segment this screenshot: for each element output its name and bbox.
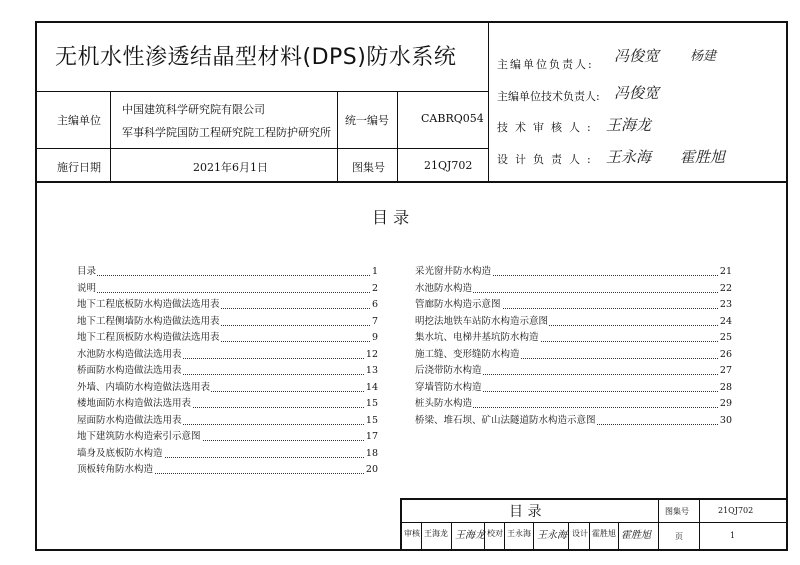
editor-unit-line: 军事科学院国防工程研究院工程防护研究所 (122, 126, 331, 139)
check-label: 校对 (487, 529, 503, 538)
header-vline (488, 21, 489, 182)
date-value: 2021年6月1日 (193, 161, 268, 174)
toc-entry-page: 26 (719, 346, 732, 363)
title-block-divider (658, 498, 659, 551)
toc-entry-label: 屋面防水构造做法选用表 (77, 412, 183, 429)
signature: 冯俊宽 (614, 47, 660, 65)
toc-entry[interactable] (415, 280, 732, 297)
toc-entry-page: 13 (365, 362, 378, 379)
design-name: 霍胜旭 (592, 529, 616, 538)
toc-entry-page: 20 (365, 461, 378, 478)
toc-entry-label: 采光窗井防水构造 (415, 263, 492, 280)
title-block-border (400, 498, 402, 551)
toc-entry-label: 地下建筑防水构造索引示意图 (77, 428, 202, 445)
toc-entry[interactable] (415, 296, 732, 313)
toc-entry-label: 施工缝、变形缝防水构造 (415, 346, 521, 363)
toc-entry[interactable] (77, 412, 378, 429)
signature: 霍胜旭 (680, 148, 726, 166)
leader-dots (77, 292, 378, 293)
title-block-divider (618, 522, 619, 551)
toc-entry[interactable] (415, 313, 732, 330)
toc-entry-label: 说明 (77, 280, 97, 297)
serial-value: CABRQ054 (421, 112, 484, 125)
toc-entry-page: 1 (371, 263, 378, 280)
toc-entry[interactable] (415, 362, 732, 379)
toc-entry-label: 地下工程侧墙防水构造做法选用表 (77, 313, 221, 330)
title-block-divider (504, 522, 505, 551)
toc-entry-page: 17 (365, 428, 378, 445)
review-name: 王海龙 (424, 529, 448, 538)
date-label: 施行日期 (57, 161, 101, 174)
toc-entry-page: 7 (371, 313, 378, 330)
role-label: 主编单位技术负责人: (497, 90, 600, 103)
title-block-atlas-value: 21QJ702 (718, 506, 754, 515)
toc-entry-label: 管廊防水构造示意图 (415, 296, 502, 313)
toc-entry-label: 外墙、内墙防水构造做法选用表 (77, 379, 211, 396)
toc-entry[interactable] (77, 379, 378, 396)
design-label: 设计 (572, 529, 588, 538)
toc-entry-page: 15 (365, 412, 378, 429)
toc-entry[interactable] (415, 395, 732, 412)
title-block-name: 目 录 (509, 504, 542, 520)
toc-entry[interactable] (77, 263, 378, 280)
toc-entry-label: 穿墙管防水构造 (415, 379, 483, 396)
header-vline (397, 91, 398, 182)
title-block-divider (421, 522, 422, 551)
review-label: 审核 (404, 529, 420, 538)
header-vline (337, 91, 338, 182)
title-block-divider (699, 498, 700, 551)
toc-entry-page: 24 (719, 313, 732, 330)
toc-entry-page: 2 (371, 280, 378, 297)
toc-entry-page: 14 (365, 379, 378, 396)
signature: 冯俊宽 (614, 84, 660, 102)
toc-entry-label: 水池防水构造做法选用表 (77, 346, 183, 363)
check-signature: 王永海 (537, 530, 567, 541)
toc-entry-label: 楼地面防水构造做法选用表 (77, 395, 192, 412)
toc-entry[interactable] (415, 346, 732, 363)
toc-entry-page: 18 (365, 445, 378, 462)
editor-unit-line: 中国建筑科学研究院有限公司 (122, 103, 265, 116)
atlas-value: 21QJ702 (424, 159, 473, 172)
header-divider (35, 91, 488, 92)
leader-dots (77, 275, 378, 276)
header-bottom-line (35, 181, 788, 183)
title-block-divider (568, 522, 569, 551)
signature: 王海龙 (606, 116, 652, 134)
toc-entry-page: 6 (371, 296, 378, 313)
review-signature: 王海龙 (455, 530, 485, 541)
toc-entry-page: 9 (371, 329, 378, 346)
toc-entry-label: 水池防水构造 (415, 280, 473, 297)
toc-entry-page: 28 (719, 379, 732, 396)
title-block-divider (400, 522, 788, 523)
page-label: 页 (675, 532, 683, 541)
editor-unit-label: 主编单位 (57, 114, 101, 127)
toc-entry-label: 目录 (77, 263, 97, 280)
toc-entry[interactable] (77, 346, 378, 363)
toc-entry-page: 21 (719, 263, 732, 280)
role-label: 设计负责人: (497, 153, 598, 166)
check-name: 王永海 (507, 529, 531, 538)
title-block (400, 498, 788, 551)
toc-entry-label: 地下工程顶板防水构造做法选用表 (77, 329, 221, 346)
toc-entry-label: 桥梁、堆石坝、矿山法隧道防水构造示意图 (415, 412, 597, 429)
toc-entry[interactable] (415, 263, 732, 280)
toc-entry-page: 23 (719, 296, 732, 313)
toc-entry[interactable] (77, 313, 378, 330)
signature: 王永海 (606, 148, 652, 166)
role-label: 主编单位负责人: (497, 58, 594, 71)
toc-entry-page: 27 (719, 362, 732, 379)
toc-entry[interactable] (77, 329, 378, 346)
page-value: 1 (730, 531, 736, 540)
toc-entry-page: 30 (719, 412, 732, 429)
toc-entry-label: 桩头防水构造 (415, 395, 473, 412)
toc-entry-label: 地下工程底板防水构造做法选用表 (77, 296, 221, 313)
toc-entry[interactable] (415, 412, 732, 429)
title-block-divider (533, 522, 534, 551)
title-block-divider (589, 522, 590, 551)
design-signature: 霍胜旭 (621, 530, 651, 541)
toc-entry[interactable] (77, 428, 378, 445)
toc-entry[interactable] (77, 445, 378, 462)
toc-entry-page: 15 (365, 395, 378, 412)
toc-entry-page: 25 (719, 329, 732, 346)
toc-entry[interactable] (77, 461, 378, 478)
toc-entry-page: 29 (719, 395, 732, 412)
toc-entry-page: 12 (365, 346, 378, 363)
role-label: 技术审核人: (497, 121, 598, 134)
toc-entry-label: 集水坑、电梯井基坑防水构造 (415, 329, 540, 346)
atlas-label: 图集号 (352, 161, 385, 174)
header-vline (110, 91, 111, 182)
toc-entry-label: 墙身及底板防水构造 (77, 445, 164, 462)
title-block-atlas-label: 图集号 (665, 507, 689, 516)
page-title: 无机水性渗透结晶型材料(DPS)防水系统 (55, 45, 457, 70)
toc-entry[interactable] (77, 280, 378, 297)
toc-entry-label: 顶板转角防水构造 (77, 461, 154, 478)
toc-heading: 目 录 (372, 208, 410, 227)
title-block-border (400, 498, 788, 500)
header-divider (35, 148, 488, 149)
toc-entry[interactable] (415, 329, 732, 346)
toc-entry[interactable] (415, 379, 732, 396)
toc-entry[interactable] (77, 362, 378, 379)
toc-entry-label: 明挖法地铁车站防水构造示意图 (415, 313, 549, 330)
title-block-divider (451, 522, 452, 551)
toc-entry-label: 桥面防水构造做法选用表 (77, 362, 183, 379)
signature: 杨建 (690, 49, 717, 64)
toc-entry[interactable] (77, 395, 378, 412)
toc-entry-label: 后浇带防水构造 (415, 362, 483, 379)
toc-entry[interactable] (77, 296, 378, 313)
serial-label: 统一编号 (345, 114, 389, 127)
toc-entry-page: 22 (719, 280, 732, 297)
